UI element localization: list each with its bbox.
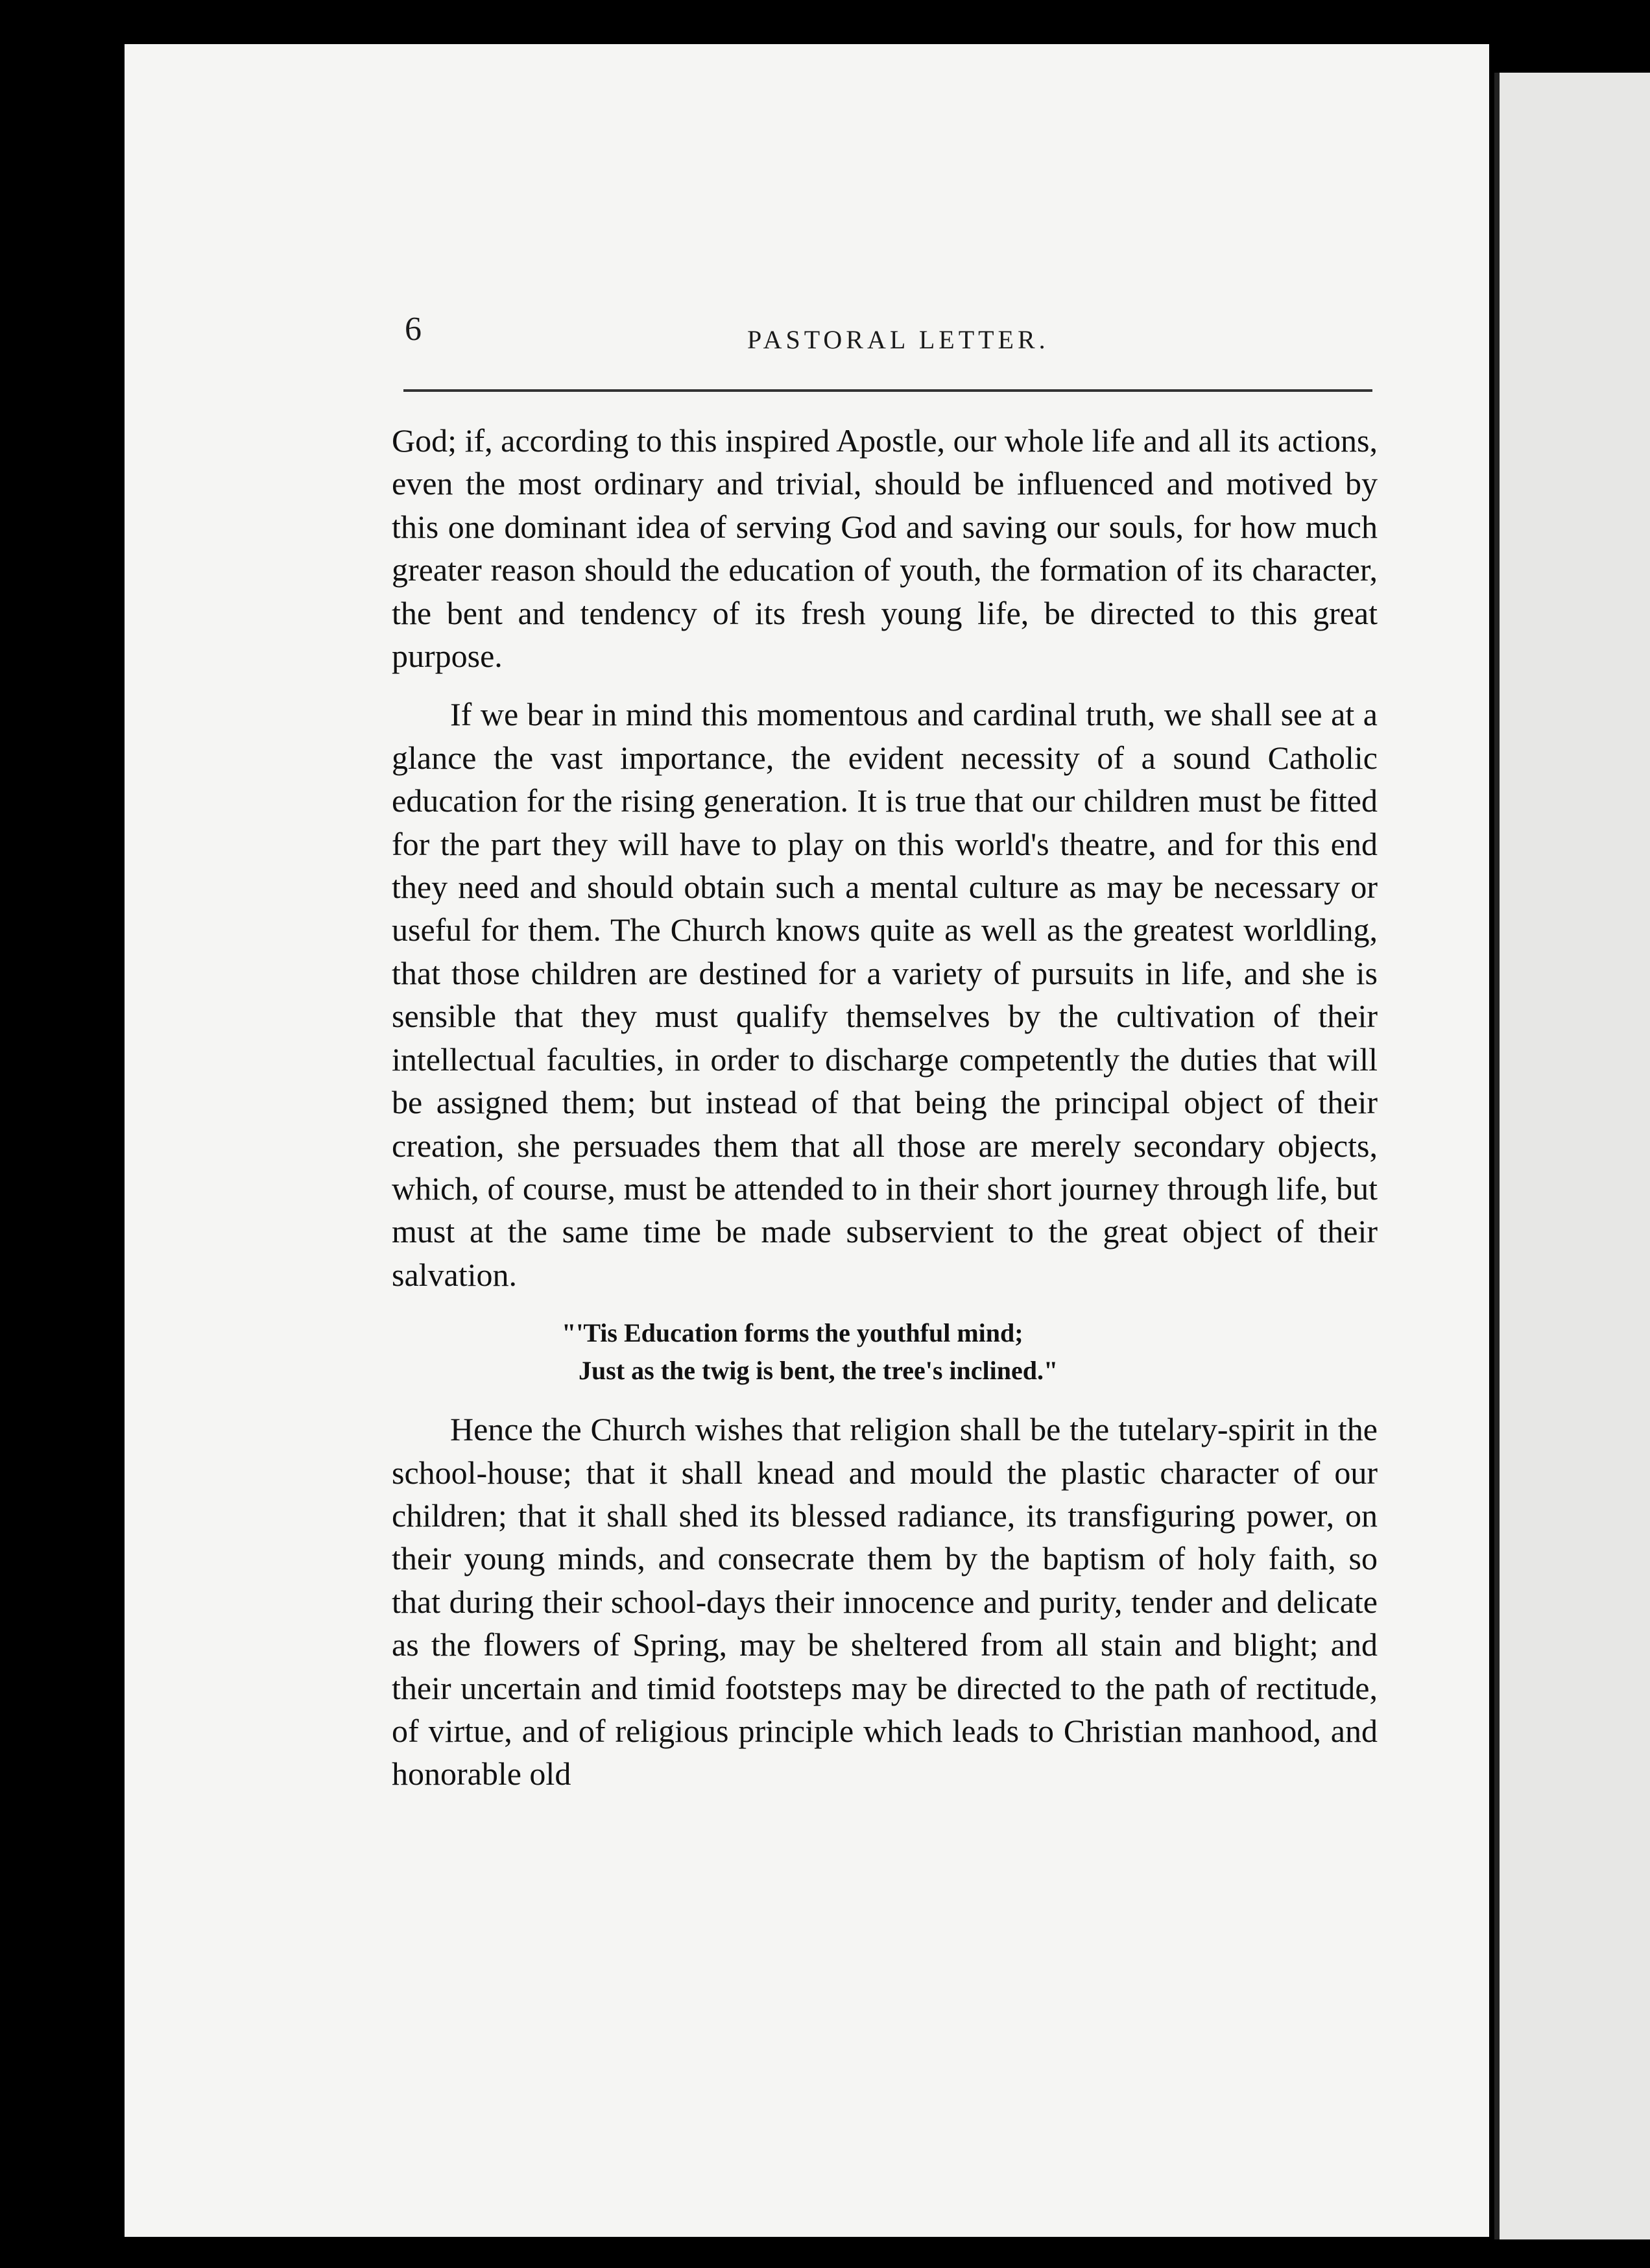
paragraph: If we bear in mind this momentous and cardinal truth, we shall see at a glance the vast importance, the evident necessity of a sound Catholic education for the rising generation. It is true that our children must be fitted for the part they will have to play on this world's theatre, and for this end they need and should obtain such a mental culture as may be necessary or useful for them. The Church knows quite as well as the greatest worldling, that those children are destined for a variety of pursuits in life, and she is sensible that they must qualify themselves by the cultivation of their intellectual faculties, in order to discharge competently the duties that will be assigned them; but instead of that being the principal object of their creation, she persuades them that all those are merely secondary objects, which, of course, must be attended to in their short journey through life, but must at the same time be made subservient to the great object of their salvation. bbox=[392, 696, 1378, 1293]
paragraph: God; if, according to this inspired Apostle, our whole life and all its actions, even the most ordinary and trivial, should be influenced and motived by this one dominant idea of serving God and saving our souls, for how much greater reason should the education of youth, the formation of its character, the bent and tendency of its fresh young life, be directed to this great purpose. bbox=[392, 422, 1378, 675]
verse-quotation bbox=[392, 1314, 1378, 1390]
verse-line: "'Tis Education forms the youthful mind; bbox=[562, 1318, 1023, 1348]
page-body bbox=[392, 419, 1378, 1796]
adjacent-page-edge bbox=[1494, 73, 1650, 2239]
paragraph: Hence the Church wishes that religion shall be the tutelary-spirit in the school-house; that it shall knead and mould the plastic character of our children; that it shall shed its blessed radiance, its transfiguring power, on their young minds, and consecrate them by the baptism of holy faith, so that during their school-days their innocence and purity, tender and delicate as the flowers of Spring, may be sheltered from all stain and blight; and their uncertain and timid footsteps may be directed to the path of rectitude, of virtue, and of religious principle which leads to Christian manhood, and honorable old bbox=[392, 1411, 1378, 1792]
header-rule bbox=[403, 389, 1372, 392]
book-page bbox=[125, 44, 1489, 2237]
verse-line: Just as the twig is bent, the tree's inclined." bbox=[579, 1356, 1058, 1386]
page-number: 6 bbox=[405, 311, 422, 348]
running-head: PASTORAL LETTER. bbox=[747, 325, 1049, 354]
